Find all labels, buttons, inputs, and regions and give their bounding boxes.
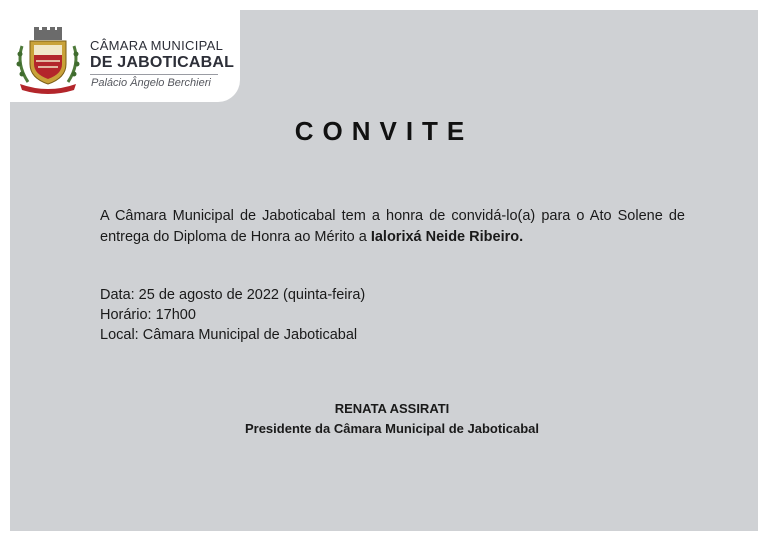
invitation-card bbox=[10, 10, 758, 531]
invitation-paragraph bbox=[100, 206, 685, 248]
signatory-role: Presidente da Câmara Municipal de Jaboticabal bbox=[244, 421, 540, 436]
palace-name: Palácio Ângelo Berchieri bbox=[91, 77, 211, 89]
logo-divider bbox=[90, 74, 218, 75]
event-time: Horário: 17h00 bbox=[100, 307, 196, 323]
event-details bbox=[100, 285, 365, 345]
invitation-text: A Câmara Municipal de Jaboticabal tem a honra de convidá-lo(a) para o Ato Solene de entrega do Diploma de Honra ao Mérito a bbox=[100, 208, 685, 245]
logo-header bbox=[10, 10, 240, 102]
signatory-name: RENATA ASSIRATI bbox=[334, 401, 450, 416]
institution-name-line2: DE JABOTICABAL bbox=[90, 54, 235, 71]
institution-name-line1: CÂMARA MUNICIPAL bbox=[90, 38, 224, 53]
honoree-name: Ialorixá Neide Ribeiro. bbox=[370, 229, 524, 245]
event-location: Local: Câmara Municipal de Jaboticabal bbox=[100, 327, 358, 343]
coat-of-arms-icon bbox=[14, 24, 82, 94]
event-date: Data: 25 de agosto de 2022 (quinta-feira) bbox=[100, 287, 366, 303]
signature-block bbox=[10, 399, 768, 439]
page-title: CONVITE bbox=[294, 116, 474, 146]
